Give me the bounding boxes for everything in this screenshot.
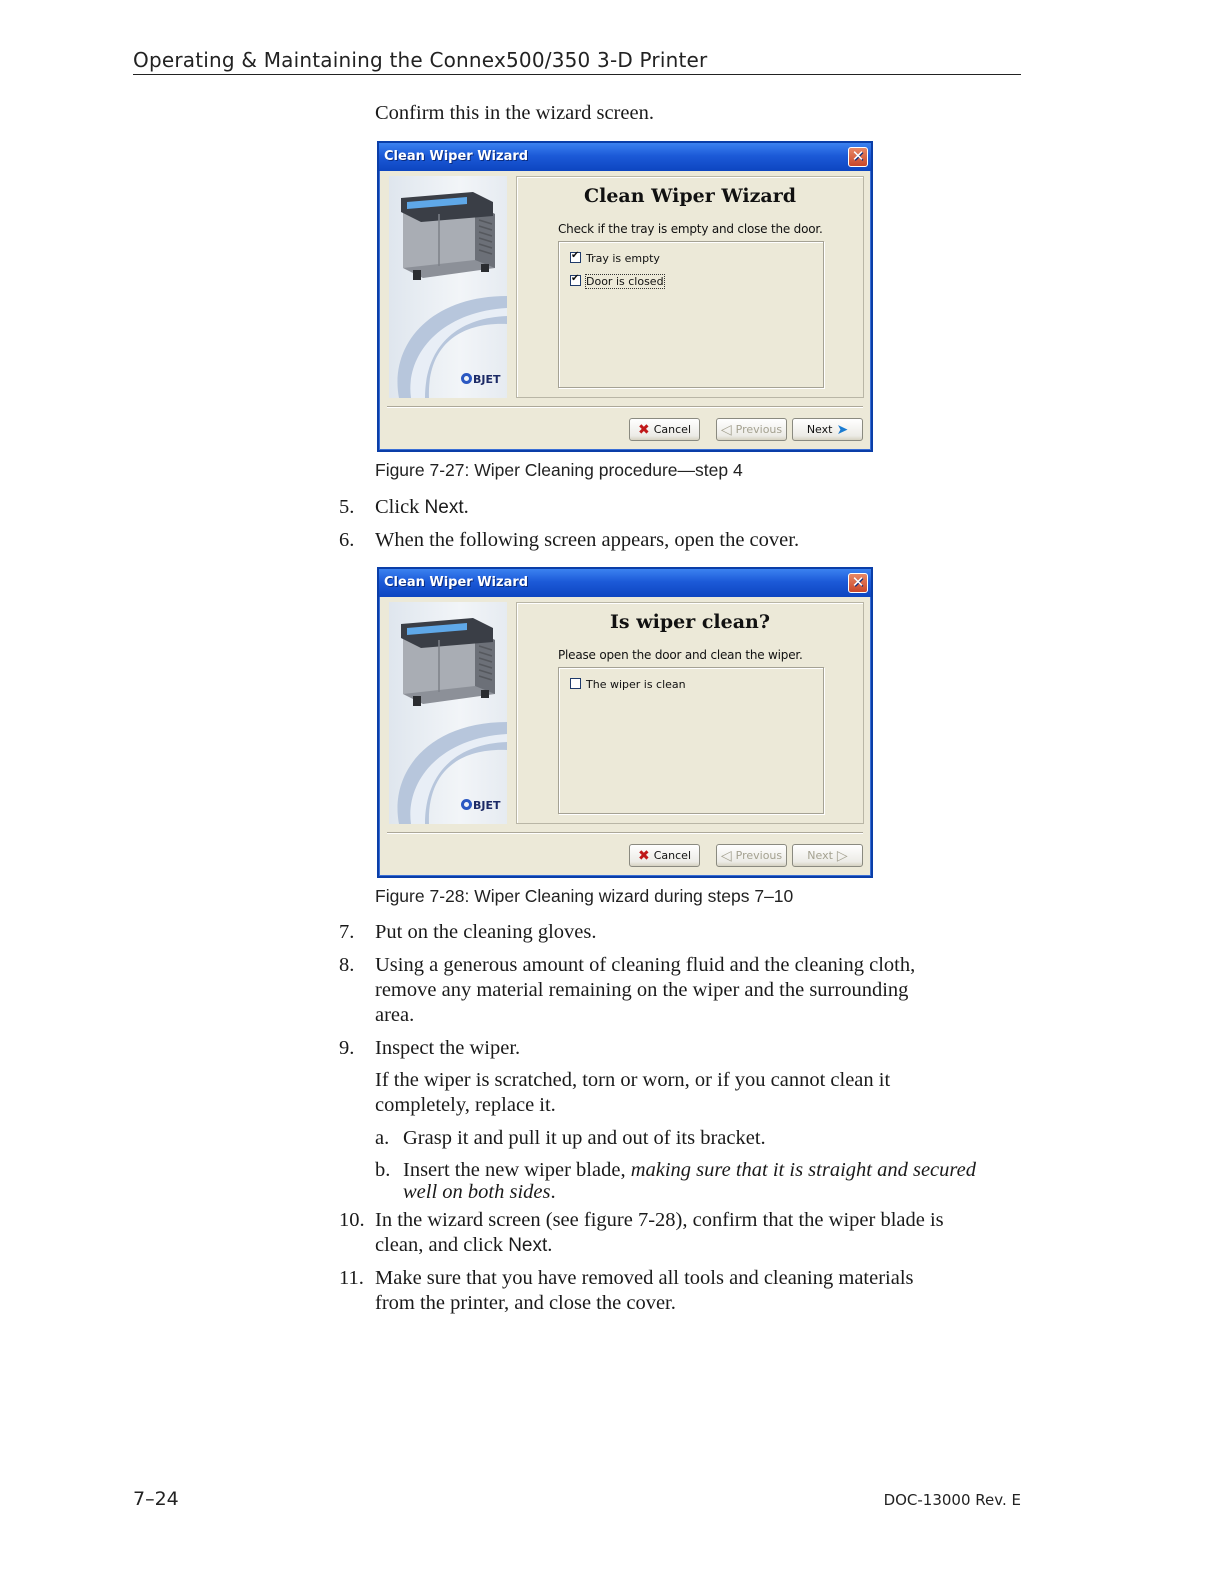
next-button[interactable]: Next ➤ [792,418,863,441]
printer-image [397,614,497,712]
window-title: Clean Wiper Wizard [384,149,529,164]
wizard-titlebar [379,143,871,171]
step-8-line2: remove any material remaining on the wiper and the surrounding [375,979,909,1001]
step-8-line1: Using a generous amount of cleaning fluid and the cleaning cloth, [375,954,916,976]
step-9-text: Inspect the wiper. [375,1037,521,1059]
arrow-left-icon: ◁ [720,848,732,864]
step-number: 7. [339,921,355,943]
side-banner [389,176,507,398]
objet-logo: BJET [461,799,501,812]
step-5-text: Click Next. [375,496,469,518]
close-icon[interactable]: ✕ [848,147,868,167]
step-number: 5. [339,496,355,518]
checkbox-tray-empty[interactable]: ✔Tray is empty [570,252,660,265]
step-6-text: When the following screen appears, open the cover. [375,529,800,551]
cancel-x-icon: ✖ [638,848,650,864]
checkbox-wiper-clean[interactable]: The wiper is clean [570,678,686,691]
window-title: Clean Wiper Wizard [384,575,529,590]
figure-caption-7-28: Figure 7-28: Wiper Cleaning wizard during steps 7–10 [375,886,794,906]
running-header: Operating & Maintaining the Connex500/350 3-D Printer [133,46,1021,75]
previous-button[interactable]: ◁ Previous [716,844,787,867]
arrow-left-icon: ◁ [720,422,732,438]
wizard-content [516,176,864,398]
wizard-window-step4 [377,141,873,452]
printer-image [397,188,497,286]
checkbox-door-closed[interactable]: ✔Door is closed [570,275,664,288]
separator [387,832,863,834]
checkbox-group [558,667,824,814]
previous-button[interactable]: ◁ Previous [716,418,787,441]
wizard-titlebar [379,569,871,597]
step-8-line3: area. [375,1004,415,1026]
step-11-line2: from the printer, and close the cover. [375,1292,676,1314]
step-number: 10. [339,1209,365,1231]
step-10-line1: In the wizard screen (see figure 7-28), confirm that the wiper blade is [375,1209,944,1231]
substep-letter: b. [375,1159,391,1181]
intro-text: Confirm this in the wizard screen. [375,102,654,124]
wizard-content [516,602,864,824]
next-button[interactable]: Next ▷ [792,844,863,867]
wizard-heading: Is wiper clean? [610,611,770,633]
separator [387,406,863,408]
doc-id: DOC-13000 Rev. E [883,1491,1021,1509]
objet-logo: BJET [461,373,501,386]
step-7-text: Put on the cleaning gloves. [375,921,597,943]
step-number: 6. [339,529,355,551]
step-number: 9. [339,1037,355,1059]
cancel-x-icon: ✖ [638,422,650,438]
side-banner [389,602,507,824]
arrow-right-icon: ▷ [836,848,848,864]
step-number: 8. [339,954,355,976]
arrow-right-icon: ➤ [836,422,849,438]
close-icon[interactable]: ✕ [848,573,868,593]
step-9a-text: Grasp it and pull it up and out of its bracket. [403,1127,766,1149]
step-9-para-line1: If the wiper is scratched, torn or worn, or if you cannot clean it [375,1069,891,1091]
step-9b-line2: well on both sides. [403,1181,556,1203]
page-number: 7–24 [133,1488,179,1510]
substep-letter: a. [375,1127,390,1149]
step-number: 11. [339,1267,364,1289]
checkbox-icon[interactable] [570,275,581,286]
step-11-line1: Make sure that you have removed all tools and cleaning materials [375,1267,914,1289]
cancel-button[interactable]: ✖ Cancel [629,844,700,867]
wizard-window-wiper-clean [377,567,873,878]
figure-caption-7-27: Figure 7-27: Wiper Cleaning procedure—step 4 [375,460,743,480]
cancel-button[interactable]: ✖ Cancel [629,418,700,441]
step-9b-line1: Insert the new wiper blade, making sure that it is straight and secured [403,1159,976,1181]
wizard-prompt: Please open the door and clean the wiper. [558,648,803,662]
wizard-prompt: Check if the tray is empty and close the door. [558,222,823,236]
checkbox-icon[interactable] [570,678,581,689]
checkbox-group [558,241,824,388]
wizard-heading: Clean Wiper Wizard [583,185,796,207]
step-9-para-line2: completely, replace it. [375,1094,556,1116]
checkbox-icon[interactable] [570,252,581,263]
step-10-line2: clean, and click Next. [375,1234,553,1256]
